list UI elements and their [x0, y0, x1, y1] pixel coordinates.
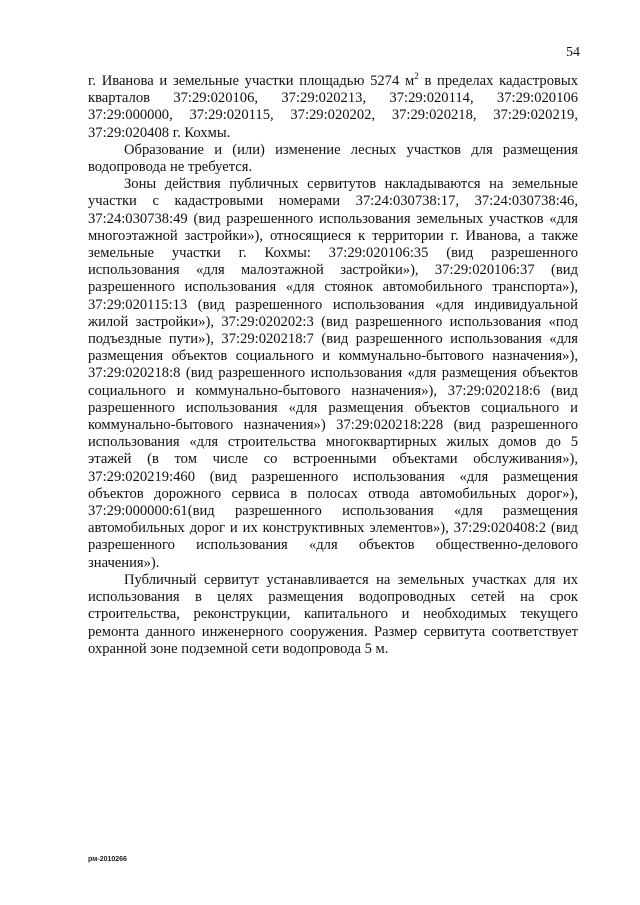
paragraph-servitude-zones: Зоны действия публичных сервитутов накладываются на земельные участки с кадастровыми номерами 37:24:030738:17, 37:24:030738:46, 37:24:030738:49 (вид разрешенного использования земельных участков «для многоэтажной застройки»), относящиеся к территории г. Иванова, а также земельные участки г. Кохмы: 37:29:020106:35 (вид разрешенного использования «для малоэтажной застройки»), 37:29:020106:37 (вид разрешенного использования «для стоянок автомобильного транспорта»), 37:29:020115:13 (вид разрешенного использования «для индивидуальной жилой застройки»), 37:29:020202:3 (вид разрешенного использования «под подъездные пути»), 37:29:020218:7 (вид разрешенного использования «для размещения объектов социального и коммунально-бытового назначения»), 37:29:020218:8 (вид разрешенного использования «для размещения объектов социального и коммунально-бытового назначения»), 37:29:020218:6 (вид разрешенного использования «для размещения объектов социального и коммунально-бытового назначения») 37:29:020218:228 (вид разрешенного использования «для строительства многоквартирных жилых домов до 5 этажей (в том числе со встроенными объектами обслуживания»), 37:29:020219:460 (вид разрешенного использования «для размещения объектов дорожного сервиса в полосах отвода автомобильных дорог»), 37:29:000000:61(вид разрешенного использования «для размещения автомобильных дорог и их конструктивных элементов»), 37:29:020408:2 (вид разрешенного использования «для объектов общественно-делового значения»).	[88, 176, 578, 571]
paragraph-servitude-purpose: Публичный сервитут устанавливается на земельных участках для их использования в целях размещения водопроводных сетей на срок строительства, реконструкции, капитального и необходимых текущего ремонта данного инженерного сооружения. Размер сервитута соответствует охранной зоне подземной сети водопровода 5 м.	[88, 571, 578, 657]
paragraph-cadastral-quarters	[88, 73, 578, 142]
paragraph-text: в пределах кадастровых кварталов 37:29:020106, 37:29:020213, 37:29:020114, 37:29:020106 37:29:000000, 37:29:020115, 37:29:020202, 37:29:020218, 37:29:020219, 37:29:020408 г. Кохмы.	[88, 73, 578, 141]
document-body	[88, 73, 578, 658]
footer-document-code: рм-2010266	[88, 856, 127, 863]
superscript-squared: 2	[414, 71, 419, 82]
page-number: 54	[566, 45, 580, 60]
paragraph-text: г. Иванова и земельные участки площадью 5274 м	[88, 73, 415, 89]
paragraph-forest-plots: Образование и (или) изменение лесных участков для размещения водопровода не требуется.	[88, 141, 578, 176]
